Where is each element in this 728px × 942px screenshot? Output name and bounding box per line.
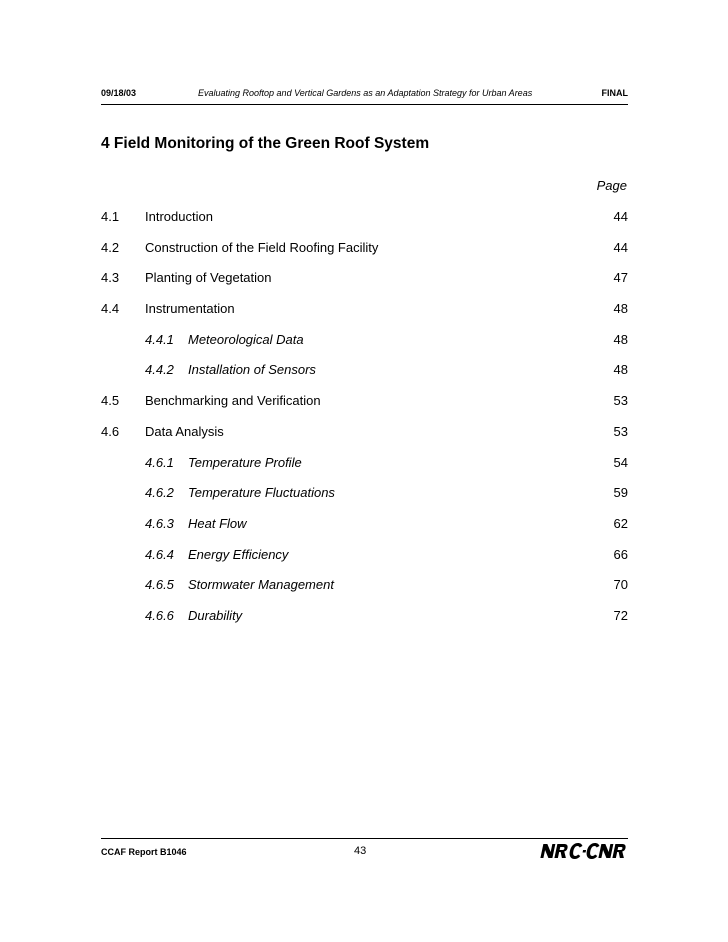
toc-entry-title: Construction of the Field Roofing Facility <box>145 239 379 255</box>
page-footer <box>101 838 628 863</box>
toc-entry-title: Introduction <box>145 209 213 224</box>
toc-entry <box>101 421 628 452</box>
toc-entry-number: 4.4.2 <box>145 362 174 378</box>
toc-entry-number: 4.2 <box>101 239 120 255</box>
toc-entry-page: 53 <box>613 393 628 409</box>
toc-entry-title: Heat Flow <box>188 515 247 531</box>
toc-entry-page: 44 <box>613 209 628 224</box>
toc-entry-page: 47 <box>613 270 628 286</box>
toc-entry-number: 4.3 <box>101 270 120 286</box>
toc-entry-title: Data Analysis <box>145 423 224 439</box>
toc-entry-title: Temperature Fluctuations <box>188 485 335 501</box>
toc-entry-title: Installation of Sensors <box>188 362 316 378</box>
toc-entry <box>101 544 628 575</box>
page-column-label: Page <box>596 178 627 193</box>
chapter-title: 4 Field Monitoring of the Green Roof System <box>101 135 430 152</box>
toc-entry-number: 4.6.1 <box>145 454 174 470</box>
footer-page-number: 43 <box>354 845 367 857</box>
toc-entry-number: 4.6.6 <box>145 607 174 623</box>
toc-entry <box>101 237 628 268</box>
toc-entry-number: 4.6.2 <box>145 485 174 501</box>
nrc-cnrc-logo <box>538 841 630 861</box>
toc-entry <box>101 605 628 636</box>
toc-entry-page: 72 <box>613 607 628 623</box>
toc-entry-title: Planting of Vegetation <box>145 270 272 286</box>
toc-entry-title: Durability <box>188 607 243 623</box>
toc-entry-number: 4.6.3 <box>145 515 174 531</box>
toc-entry-title: Temperature Profile <box>188 454 302 470</box>
toc-entry-page: 48 <box>613 301 628 317</box>
toc-entry-number: 4.6.4 <box>145 546 174 562</box>
toc-entry-number: 4.1 <box>101 209 120 224</box>
header-title: Evaluating Rooftop and Vertical Gardens as an Adaptation Strategy for Urban Areas <box>198 88 533 98</box>
toc-entry-page: 53 <box>613 423 628 439</box>
toc-entry <box>101 574 628 605</box>
toc-entry-page: 48 <box>613 331 628 347</box>
toc-entry <box>101 513 628 544</box>
toc-entry-page: 62 <box>613 515 628 531</box>
toc-entry <box>101 482 628 513</box>
toc-entry-number: 4.6 <box>101 423 120 439</box>
toc-entry-title: Instrumentation <box>145 301 235 317</box>
toc-entry-page: 44 <box>613 239 628 255</box>
toc-entry <box>101 298 628 329</box>
toc-entry-page: 70 <box>613 577 628 593</box>
toc-entry-title: Benchmarking and Verification <box>145 393 321 409</box>
toc-entry <box>101 390 628 421</box>
toc-entry-title: Stormwater Management <box>188 577 334 593</box>
toc-entry-number: 4.5 <box>101 393 120 409</box>
toc-entry-number: 4.4 <box>101 301 120 317</box>
toc-entry-page: 54 <box>613 454 628 470</box>
footer-report-id: CCAF Report B1046 <box>101 847 187 857</box>
toc-entry-title: Energy Efficiency <box>188 546 289 562</box>
toc-entry-number: 4.4.1 <box>145 331 174 347</box>
page-header <box>101 86 628 105</box>
table-of-contents <box>101 206 628 636</box>
header-date: 09/18/03 <box>101 88 137 98</box>
header-status: FINAL <box>601 88 628 98</box>
toc-entry-page: 59 <box>613 485 628 501</box>
toc-entry-title: Meteorological Data <box>188 331 304 347</box>
toc-entry <box>101 452 628 483</box>
toc-entry-number: 4.6.5 <box>145 577 174 593</box>
toc-entry-page: 66 <box>613 546 628 562</box>
toc-entry <box>101 267 628 298</box>
toc-entry <box>101 329 628 360</box>
toc-entry-page: 48 <box>613 362 628 378</box>
toc-entry <box>101 359 628 390</box>
toc-entry <box>101 206 628 237</box>
